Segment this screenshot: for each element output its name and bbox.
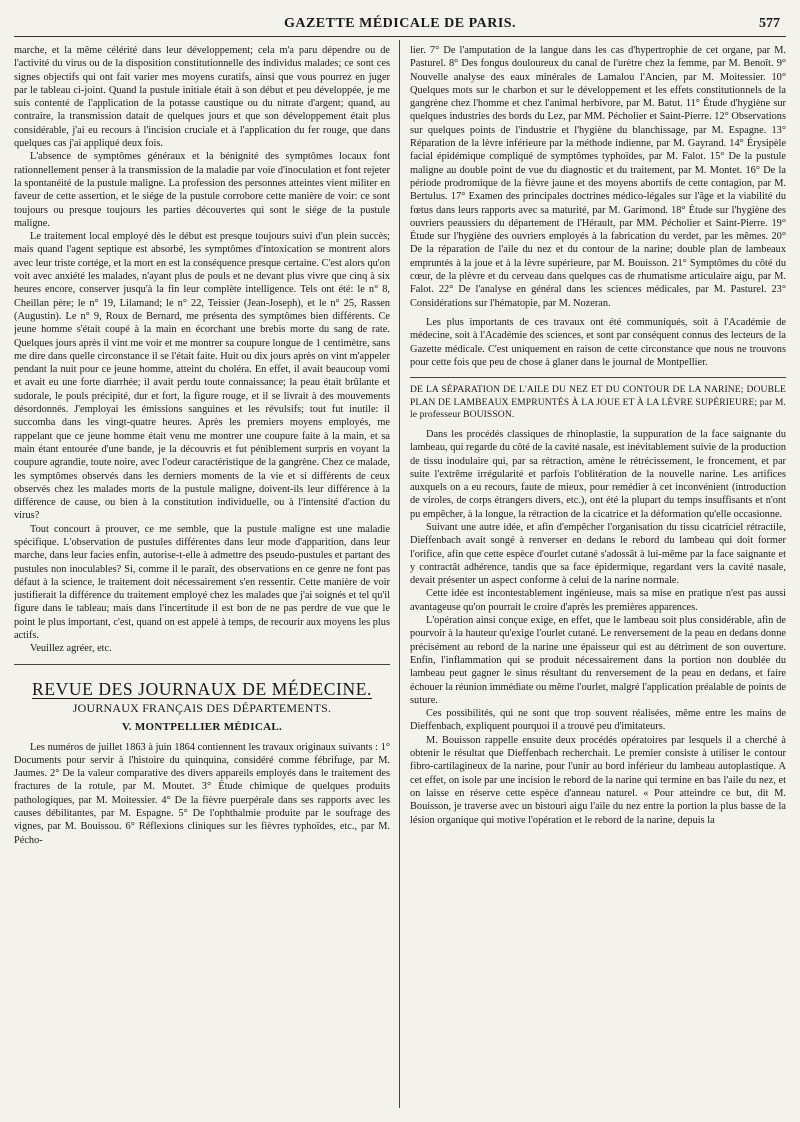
paragraph: Le traitement local employé dès le début est presque toujours suivi d'un plein succès; mais quand l'agent septique est absorbé, les symptômes d'intoxication se montrent alors avec leur triste cortége, et la mort en est la conséquence presque certaine. C'est alors qu'on voit avec anxiété les malades, n'ayant plus de pouls et ne devant plus vivre que cinq à six heures encore, conserver jusqu'à la fin leur complète intelligence. Tels ont été: le n° 8, Cheillan père; le n° 19, Lilamand; le n° 22, Teissier (Jean-Joseph), et le n° 25, Rassen (Augustin). Le n° 9, Roux de Bernard, me présenta des symptômes bien différents. Ce jeune homme s'était coupé à la main en écorchant une brebis morte du sang de rate. Quelques jours après il vint me voir et me montrer sa coupure longue de 1 centimètre, sans me dire dans quelle circonstance il se l'était faite. Huit ou dix jours après on vint m'appeler pendant la nuit pour ce jeune homme, atteint du choléra. En effet, il avait beaucoup vomi et avait eu une forte diarrhée; il avait perdu toute connaissance; la peau était brûlante et sudorale, le pouls précipité, dur et fort, la figure rouge, et il se livrait à des mouvements désordonnés. J'employai les émissions sanguines et les révulsifs; tout fut inutile: il succomba dans les vingt-quatre heures. Après les premiers moyens employés, me rappelant que ce jeune homme était venu me montrer une coupure faite à la main, et sa main étant entourée d'une bande, je la découvris et fut péniblement surpris en voyant la coupure agrandie, toute noire, avec l'odeur caractéristique de la gangrène. Chez ce malade, les symptômes observés dans les derniers moments de la vie et si différents de ceux observés chez les malades morts de la pustule maligne, doivent-ils leur différence à la différence de cause, ou bien à la constitution individuelle, ou à l'intensité d'action du virus? xyxy=(14,231,390,522)
paragraph: lier. 7° De l'amputation de la langue dans les cas d'hypertrophie de cet organe, par M. Pasturel. 8° Des fongus douloureux du canal de l'urètre chez la femme, par M. Benoît. 9° Nouvelle analyse des eaux minérales de Lamalou l'Ancien, par M. Moitessier. 10° Quelques mots sur le charbon et sur le développement et les effets constitutionnels de la gangrène chez l'homme et chez l'animal herbivore, par M. Batut. 11° Étude d'hygiène sur quelques industries des bords du Lez, par MM. Pécholier et Saint-Pierre. 12° Observations sur quelques points de l'industrie et l'hygiène du blanchissage, par M. Espagne. 13° Réparation de la lèvre inférieure par la méthode indienne, par M. Gayrand. 14° Érysipèle facial épidémique compliqué de symptômes typhoïdes, par M. Falot. 15° De la pustule maligne au double point de vue du diagnostic et du traitement, par M. Montet. 16° De la période prodromique de la fièvre jaune et des moyens abortifs de cette contagion, par M. Bertulus. 17° Examen des principales doctrines médico-légales sur l'âge et la viabilité du fœtus dans leurs rapports avec sa maturité, par M. Garimond. 18° Étude sur l'hygiène des ouvriers peaussiers du département de l'Hérault, par MM. Pécholier et Saint-Pierre. 19° Étude sur l'hygiène des ouvriers employés à la fabrication du verdet, par les mêmes. 20° De la réparation de l'aile du nez et du contour de la narine; double plan de lambeaux empruntés à la joue et à la lèvre supérieure, par M. Bouisson. 21° Symptômes du côté du cœur, de la plèvre et du cerveau dans quelques cas de rhumatisme articulaire aigu, par M. Falot. 22° De l'analyse en général dans les sciences médicales, par M. Pasturel. 23° Considérations sur l'hématopie, par M. Nozeran. xyxy=(410,45,786,309)
review-paragraph: Les numéros de juillet 1863 à juin 1864 contiennent les travaux originaux suivants : 1° Documents pour servir à l'histoire du quinquina, considéré comme fébrifuge, par M. Jaumes. 2° De la valeur comparative des divers appareils employés dans le traitement des fractures de la rotule, par M. Moutet. 3° Étude chimique de quelques produits pathologiques, par M. Moitessier. 4° De la fièvre puerpérale dans ses rapports avec les causes débilitantes, par M. Espagne. 5° De l'ophthalmie produite par le soufrage des vignes, par M. Bouissou. 6° Réflexions cliniques sur les fièvres typhoïdes, etc., par M. Pécho- xyxy=(14,741,390,846)
section-title: REVUE DES JOURNAUX DE MÉDECINE. xyxy=(32,678,372,699)
paragraph: Dans les procédés classiques de rhinoplastie, la suppuration de la face saignante du lambeau, qui regarde du côté de la cavité nasale, est inévitablement suivie de la production de tissu inodulaire qui, par sa rétraction, amène le rétrécissement, le froncement, et par suite l'extrême irrégularité et parfois l'oblitération de la nouvelle narine. Les artifices auxquels on a eu recours, faute de mieux, pour remédier à cet inconvénient (introduction de viroles, de corps étrangers divers, etc.), ont été la plupart du temps insuffisants et n'ont pu empêcher, à la longue, la rétraction de la cicatrice et la déformation qu'elle occasionne. xyxy=(410,428,786,520)
running-title: GAZETTE MÉDICALE DE PARIS. xyxy=(283,16,517,31)
page-header xyxy=(14,10,786,37)
paragraph: Tout concourt à prouver, ce me semble, que la pustule maligne est une maladie spécifique. L'observation de pustules différentes dans leur mode d'apparition, dans leur marche, dans leur facies enfin, autorise-t-elle à admettre des pseudo-pustules et partant des pustules non inoculables? Si, comme il le paraît, des observations en ce genre ne font pas défaut à la science, le traitement doit nécessairement s'en ressentir. Cette manière de voir justifierait la différence du traitement employé chez les malades que j'ai soignés et tel qu'il figure dans le tableau; mais dans l'incertitude il est bon de ne pas perdre de vue que le point le plus important, c'est, quand on est appelé à temps, de recourir aux moyens les plus actifs. xyxy=(14,523,390,642)
paragraph: Ces possibilités, qui ne sont que trop souvent réalisées, même entre les mains de Dieffenbach, expliquent pourquoi il a trouvé peu d'imitateurs. xyxy=(410,708,786,733)
journal-title: V. MONTPELLIER MÉDICAL. xyxy=(121,721,283,734)
left-column xyxy=(14,44,390,1104)
section-subtitle: JOURNAUX FRANÇAIS DES DÉPARTEMENTS. xyxy=(72,700,332,715)
paragraph: M. Bouisson rappelle ensuite deux procédés opératoires par lesquels il a cherché à obtenir le résultat que Dieffenbach recherchait. Le premier consiste à utiliser le contour fibro-cartilagineux de la narine, pour l'unir au bord inférieur du lambeau autoplastique. A cet effet, on isole par une incision le rebord de la narine qui termine en bas l'aile du nez, et on laisse en réserve cette espèce d'anneau naturel. « Pour atteindre ce but, dit M. Bouisson, je traverse avec un bistouri aigu l'aile du nez entre la portion la plus basse de la lésion organique qui motive l'opération et le rebord de la narine, depuis la xyxy=(410,734,786,826)
paragraph: L'absence de symptômes généraux et la bénignité des symptômes locaux font rationnellement penser à la transmission de la maladie par voie d'inoculation et font rejeter la spontanéité de la pustule maligne. La profession des personnes atteintes vient militer en faveur de cette assertion, et le siége de la pustule corrobore cette manière de voir: ce sont toujours ou presque toujours les parties découvertes qui sont le siége de la pustule maligne. xyxy=(14,151,390,229)
article-rule xyxy=(410,377,786,378)
article-heading: DE LA SÉPARATION DE L'AILE DU NEZ ET DU CONTOUR DE LA NARINE; DOUBLE PLAN DE LAMBEAUX EMPRUNTÉS À LA JOUE ET À LA LÈVRE SUPÉRIEURE; par M. le professeur BOUISSON. xyxy=(410,384,786,421)
right-column xyxy=(410,44,786,1104)
paragraph: marche, et la même célérité dans leur développement; cela m'a paru dépendre ou de l'activité du virus ou de la disposition constitutionnelle des individus malades; ce sont ces signes objectifs qui ont fait varier mes moyens curatifs, ainsi que vous pourrez en juger par le tableau ci-joint. Quand la pustule initiale était à son début et peu développée, je me suis contenté de l'application de la potasse caustique ou du nitrate d'argent; quand, au contraire, la transmission datait de quelques jours et que son développement était plus considérable, j'ai eu recours à l'incision cruciale et à l'application du fer rouge, que dans quelques cas j'ai appliqué deux fois. xyxy=(14,45,390,150)
column-divider xyxy=(399,40,400,1108)
paragraph: Suivant une autre idée, et afin d'empêcher l'organisation du tissu cicatriciel rétractile, Dieffenbach avait songé à renverser en dedans le rebord du lambeau qui doit former l'orifice, afin que cette espèce d'ourlet cutané s'adossât à lui-même par la face saignante et y contractât adhérence, tandis que sa face épidermique, regardant vers la cavité nasale, devait présenter un aspect conforme à celui de la narine normale. xyxy=(410,521,786,587)
page-number: 577 xyxy=(759,16,780,31)
paragraph: Les plus importants de ces travaux ont été communiqués, soit à l'Académie de médecine, soit à l'Académie des sciences, et sont par conséquent connus des lecteurs de la Gazette médicale. C'est uniquement en raison de cette circonstance que nous ne trouvons pour cette fois que peu de chose à glaner dans le journal de Montpellier. xyxy=(410,316,786,368)
paragraph: Veuillez agréer, etc. xyxy=(30,643,112,655)
paragraph: Cette idée est incontestablement ingénieuse, mais sa mise en pratique n'est pas aussi avantageuse qu'on pourrait le croire d'après les premières apparences. xyxy=(410,588,786,613)
section-rule xyxy=(14,664,390,665)
paragraph: L'opération ainsi conçue exige, en effet, que le lambeau soit plus considérable, afin de pourvoir à la hauteur qu'exige l'ourlet cutané. Le renversement de la peau en dedans donne précisément au rebord de la narine une épaisseur qui est au détriment de son ouverture. Enfin, l'inflammation qui se produit nécessairement dans la portion non doublée du lambeau peut gagner le sinus résultant du renversement de la peau en dedans, et faire échouer la réunion immédiate ou même l'ourlet, malgré l'application préalable de points de suture. xyxy=(410,615,786,706)
